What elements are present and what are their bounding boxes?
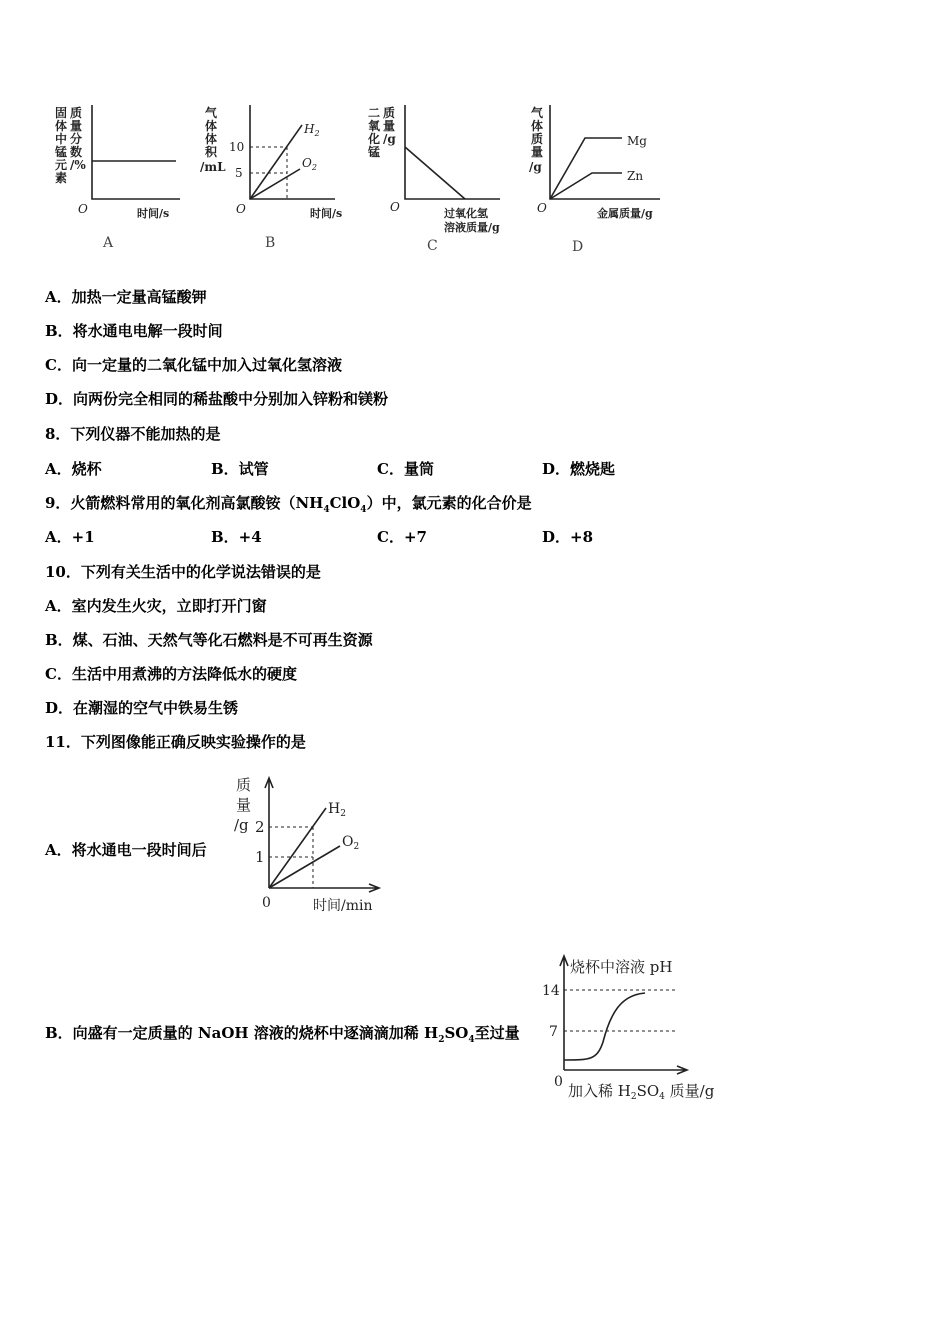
svg-text:锰: 锰 — [55, 145, 68, 159]
graph-b — [200, 105, 342, 251]
svg-text:H2: $H_2$ — [328, 801, 346, 819]
q10-option-d: D．在潮湿的空气中铁易生锈 — [45, 699, 239, 717]
svg-text:C: C — [427, 238, 438, 254]
q11-graph-a-h2-line — [269, 808, 326, 888]
q11-option-b: B．向盛有一定质量的 NaOH 溶液的烧杯中逐滴滴加稀 $H_2SO_4$至过量 — [45, 1024, 520, 1045]
q10-option-a: A．室内发生火灾，立即打开门窗 — [45, 597, 267, 615]
svg-text:溶液质量/g: 溶液质量/g — [444, 221, 500, 234]
graph-c-axes — [405, 105, 500, 199]
svg-text:量: 量 — [531, 145, 544, 159]
svg-text:量: 量 — [383, 119, 396, 133]
svg-text:O: O — [236, 202, 246, 216]
graph-b-h2-line — [250, 125, 302, 199]
svg-text:/mL: /mL — [200, 160, 226, 174]
svg-text:气: 气 — [531, 106, 544, 120]
svg-text:体: 体 — [205, 119, 218, 133]
svg-text:质: 质 — [70, 106, 83, 120]
svg-text:2: 2 — [255, 818, 265, 836]
svg-text:Zn: Zn — [627, 169, 644, 183]
svg-text:时间/s: 时间/s — [137, 207, 170, 220]
svg-text:气: 气 — [205, 106, 218, 120]
svg-text:数: 数 — [70, 145, 83, 159]
svg-text:O2: $O_2$ — [302, 156, 317, 172]
graph-d-zn-line — [550, 173, 622, 199]
q10-option-b: B．煤、石油、天然气等化石燃料是不可再生资源 — [45, 631, 373, 649]
q9-option-b: B．+4 — [211, 528, 262, 546]
svg-text:中: 中 — [55, 132, 68, 146]
q9-option-a: A．+1 — [45, 528, 95, 546]
q9-stem: 9．火箭燃料常用的氧化剂高氯酸铵$(NH_4ClO_4)$中，氯元素的化合价是 — [45, 494, 532, 515]
q8-option-c: C．量筒 — [377, 460, 434, 478]
graph-d-axes — [550, 105, 660, 199]
svg-text:/g: /g — [529, 160, 542, 174]
graph-c-line — [405, 147, 465, 199]
svg-text:14: 14 — [542, 983, 560, 999]
svg-text:烧杯中溶液 pH: 烧杯中溶液 pH — [570, 958, 673, 976]
graph-c-ylabel — [367, 105, 396, 159]
svg-text:7: 7 — [549, 1024, 558, 1040]
svg-text:加入稀 H2SO4 质量/g: 加入稀 $H_2SO_4$ 质量/g — [568, 1082, 715, 1102]
q9-option-d: D．+8 — [542, 528, 594, 546]
q11-graph-b — [535, 950, 735, 1110]
svg-text:10: 10 — [229, 140, 245, 154]
svg-text:化: 化 — [368, 132, 381, 146]
q7-option-d: D．向两份完全相同的稀盐酸中分别加入锌粉和镁粉 — [45, 390, 389, 408]
svg-text:质: 质 — [383, 106, 396, 120]
svg-text:素: 素 — [55, 171, 68, 185]
svg-text:5: 5 — [235, 166, 243, 180]
svg-text:1: 1 — [255, 848, 265, 866]
graph-a — [54, 105, 180, 251]
svg-text:/%: /% — [70, 158, 86, 172]
graph-d-mg-line — [550, 138, 622, 199]
graph-d-ylabel — [529, 105, 544, 174]
svg-text:量: 量 — [70, 119, 83, 133]
svg-text:O: O — [390, 200, 400, 214]
graph-c — [367, 105, 500, 254]
svg-text:O2: $O_2$ — [342, 834, 360, 852]
svg-text:分: 分 — [70, 132, 83, 146]
q7-option-c: C．向一定量的二氧化锰中加入过氧化氢溶液 — [45, 356, 342, 374]
svg-text:元: 元 — [55, 158, 68, 172]
svg-text:积: 积 — [205, 145, 218, 159]
q11-stem: 11．下列图像能正确反映实验操作的是 — [45, 733, 306, 751]
svg-text:B: B — [265, 235, 276, 251]
svg-text:时间/min: 时间/min — [313, 898, 373, 914]
q9-option-c: C．+7 — [377, 528, 427, 546]
q7-option-a: A．加热一定量高锰酸钾 — [45, 288, 207, 306]
q8-option-b: B．试管 — [211, 460, 269, 478]
graph-b-axes — [250, 105, 335, 199]
svg-text:D: D — [572, 239, 584, 255]
svg-text:0: 0 — [262, 895, 271, 911]
q10-stem: 10．下列有关生活中的化学说法错误的是 — [45, 563, 321, 581]
graph-a-axes — [92, 105, 180, 199]
svg-text:O: O — [537, 201, 547, 215]
q8-option-d: D．燃烧匙 — [542, 460, 616, 478]
q8-stem: 8．下列仪器不能加热的是 — [45, 425, 221, 443]
graph-a-ylabel — [54, 105, 86, 185]
svg-text:体: 体 — [205, 132, 218, 146]
svg-text:Mg: Mg — [627, 134, 647, 148]
svg-text:O: O — [78, 202, 88, 216]
svg-text:/g: /g — [383, 132, 396, 146]
svg-text:锰: 锰 — [368, 145, 381, 159]
svg-text:体: 体 — [55, 119, 68, 133]
q11-graph-a — [225, 770, 390, 920]
graph-d — [529, 105, 660, 255]
svg-text:/g: /g — [234, 816, 249, 834]
svg-text:体: 体 — [531, 119, 544, 133]
svg-text:量: 量 — [236, 796, 252, 814]
q11-option-a: A．将水通电一段时间后 — [45, 841, 207, 859]
svg-text:A: A — [103, 235, 114, 251]
q10-option-c: C．生活中用煮沸的方法降低水的硬度 — [45, 665, 297, 683]
svg-text:质: 质 — [531, 132, 544, 146]
svg-text:0: 0 — [554, 1074, 563, 1090]
q11-graph-a-o2-line — [269, 846, 340, 888]
svg-text:质: 质 — [236, 776, 252, 794]
svg-text:固: 固 — [55, 106, 68, 120]
q7-option-b: B．将水通电电解一段时间 — [45, 322, 223, 340]
q11-graph-b-ph-curve — [564, 993, 645, 1060]
svg-text:时间/s: 时间/s — [310, 207, 343, 220]
q8-option-a: A．烧杯 — [45, 460, 102, 478]
svg-text:H2: $H_2$ — [304, 122, 320, 138]
svg-text:金属质量/g: 金属质量/g — [597, 207, 653, 220]
svg-text:过氧化氢: 过氧化氢 — [444, 207, 488, 220]
svg-text:二: 二 — [368, 106, 381, 120]
graph-b-ylabel — [200, 105, 226, 174]
svg-text:氧: 氧 — [368, 119, 381, 133]
top-graphs — [0, 95, 950, 265]
